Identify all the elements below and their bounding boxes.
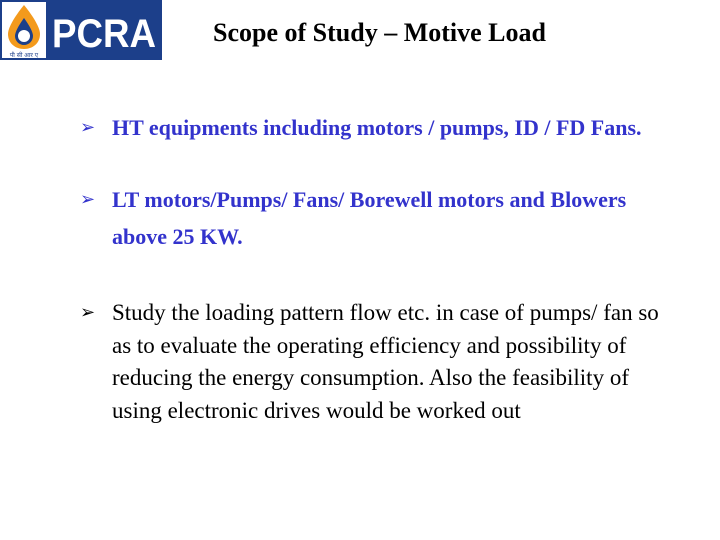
slide-title: Scope of Study – Motive Load xyxy=(213,18,546,47)
bullet-item-lt-motors xyxy=(80,181,680,255)
logo-tagline: पी सी आर ए xyxy=(9,52,39,59)
logo-wordmark: PCRA xyxy=(52,12,156,56)
bullet-text: HT equipments including motors / pumps, ID / FD Fans. xyxy=(112,115,642,140)
arrow-bullet-icon: ➢ xyxy=(80,117,96,138)
bullet-item-loading-study xyxy=(80,297,680,427)
bullet-text: LT motors/Pumps/ Fans/ Borewell motors and Blowers above 25 KW. xyxy=(112,187,627,249)
arrow-bullet-icon: ➢ xyxy=(80,302,96,323)
bullet-text: Study the loading pattern flow etc. in case of pumps/ fan so as to evaluate the operating efficiency and possibility of reducing the energy consumption. Also the feasibility of using electronic drives would be worked out xyxy=(112,300,659,423)
bullet-item-ht-equipment xyxy=(80,109,680,146)
arrow-bullet-icon: ➢ xyxy=(80,189,96,210)
